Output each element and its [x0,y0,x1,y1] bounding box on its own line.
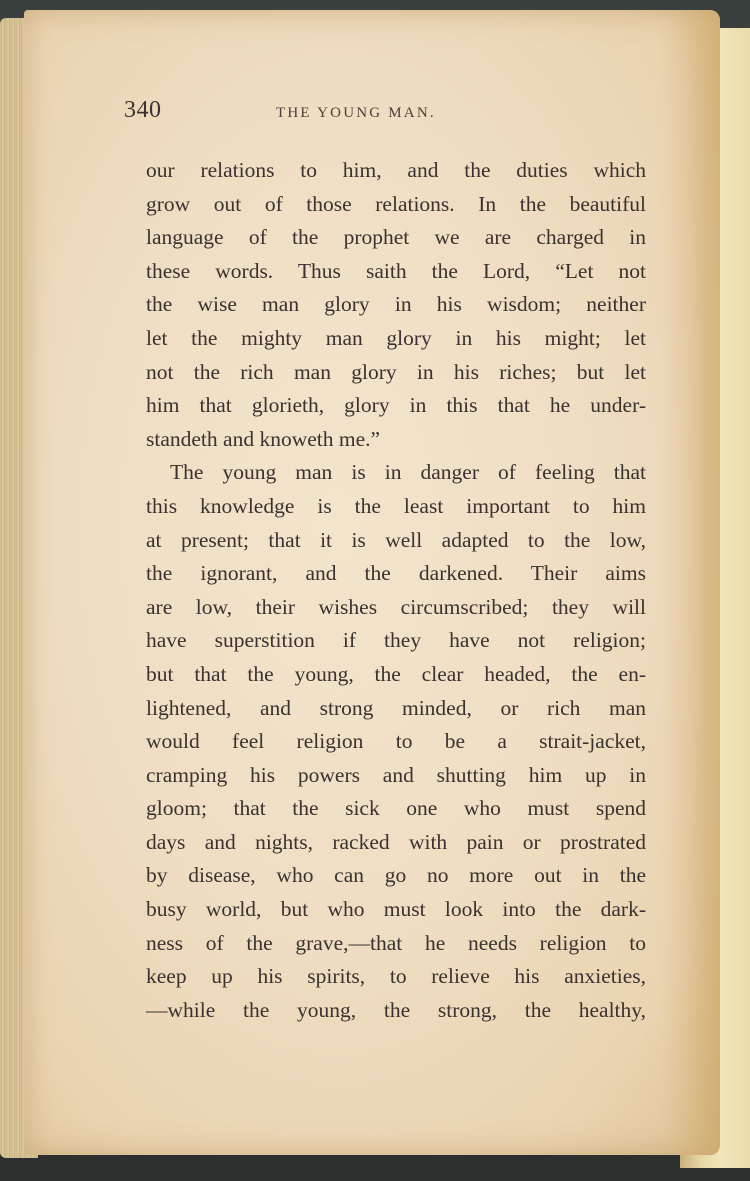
page-header [124,97,504,137]
text-line: let the mighty man glory in his might; let [146,325,646,350]
text-line: gloom; that the sick one who must spend [146,796,646,821]
text-line: would feel religion to be a strait-jacket, [146,729,646,754]
body-text [146,154,646,1027]
running-title: THE YOUNG MAN. [276,105,436,121]
page-stain [660,10,720,1155]
text-line: lightened, and strong minded, or rich man [146,695,646,720]
text-line: him that glorieth, glory in this that he under- [146,393,646,418]
text-line: by disease, who can go no more out in the [146,863,646,888]
text-line: the wise man glory in his wisdom; neither [146,292,646,317]
text-line: language of the prophet we are charged in [146,225,646,250]
text-line: these words. Thus saith the Lord, “Let not [146,258,646,283]
text-line: our relations to him, and the duties which [146,158,646,182]
text-line: ness of the grave,—that he needs religion to [146,930,646,955]
text-line: this knowledge is the least important to him [146,493,646,518]
text-line: busy world, but who must look into the dark- [146,897,646,922]
page-number: 340 [124,97,162,123]
text-line: at present; that it is well adapted to the low, [146,527,646,552]
text-line: have superstition if they have not religion; [146,628,646,653]
text-line: grow out of those relations. In the beautiful [146,191,646,216]
text-line: keep up his spirits, to relieve his anxieties, [146,964,646,989]
text-line: days and nights, racked with pain or prostrated [146,829,646,854]
text-line: The young man is in danger of feeling that [170,460,646,485]
text-line: not the rich man glory in his riches; but let [146,359,646,384]
text-line: —while the young, the strong, the healthy, [146,997,646,1022]
text-line: are low, their wishes circumscribed; they will [146,594,646,619]
text-line: but that the young, the clear headed, the en- [146,661,646,686]
text-line: the ignorant, and the darkened. Their aims [146,561,646,586]
text-line: cramping his powers and shutting him up in [146,762,646,787]
text-line: standeth and knoweth me.” [146,426,381,451]
